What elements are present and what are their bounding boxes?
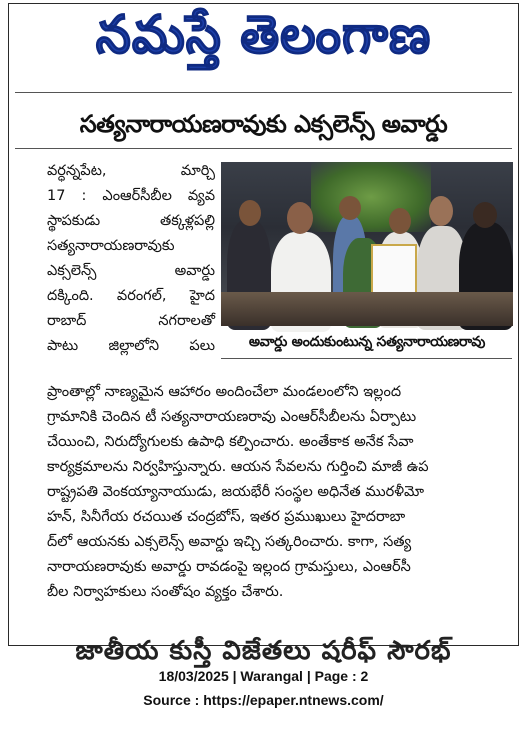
headline-divider	[15, 148, 512, 149]
text-line: రాబాద్ నగరాలతో	[47, 313, 215, 329]
next-article-headline-cut	[9, 630, 518, 666]
text-line: రాష్ట్రపతి వెంకయ్యానాయుడు, జయభేరీ సంస్థల అధినేత మురళీమో	[47, 484, 425, 500]
text-line: నారాయణరావుకు అవార్డు రావడంపై ఇల్లంద గ్రామస్తులు, ఎంఆర్‌సీ	[47, 559, 411, 575]
text-line: పాటు జిల్లాలోని పలు	[47, 338, 215, 354]
article-intro-column	[47, 159, 215, 359]
caption-divider	[221, 358, 512, 359]
person-head	[389, 208, 411, 234]
article-body	[47, 380, 509, 605]
person-head	[473, 202, 497, 228]
next-headline: జాతీయ కుస్తీ విజేతలు షరీఫ్ సౌరభ్	[75, 636, 452, 666]
epaper-clipping	[8, 3, 519, 666]
masthead-divider	[15, 92, 512, 93]
text-line: సత్యనారాయణరావుకు	[47, 238, 175, 254]
text-line: బీల నిర్వాహకులు సంతోషం వ్యక్తం చేశారు.	[47, 584, 284, 600]
text-line: ప్రాంతాల్లో నాణ్యమైన ఆహారం అందించేలా మండలంలోని ఇల్లంద	[47, 384, 402, 400]
photo-backdrop	[311, 162, 431, 232]
person-head	[429, 196, 453, 226]
person-head	[287, 202, 313, 234]
newspaper-logo: నమస్తే తెలంగాణ	[95, 4, 432, 66]
text-line: దక్కింది. వరంగల్, హైద	[47, 288, 215, 304]
person-head	[339, 196, 361, 220]
photo-caption: అవార్డు అందుకుంటున్న సత్యనారాయణరావు	[248, 334, 486, 350]
text-line: 17 : ఎంఆర్‌సీబీల వ్యవ	[47, 188, 215, 204]
text-line: చేయించి, నిరుద్యోగులకు ఉపాధి కల్పించారు. అంతేకాక అనేక సేవా	[47, 434, 414, 450]
masthead	[9, 4, 518, 80]
text-line: గ్రామానికి చెందిన టీ సత్యనారాయణరావు ఎంఆర్‌సీబీలను ఏర్పాటు	[47, 409, 417, 425]
stage-floor	[221, 292, 513, 326]
text-line: వర్ధన్నపేట, మార్చి	[47, 163, 215, 179]
footer-date-edition: 18/03/2025 | Warangal | Page : 2	[158, 668, 369, 684]
text-line: ద్‌లో ఆయనకు ఎక్సలెన్స్ అవార్డు ఇచ్చి సత్కరించారు. కాగా, సత్య	[47, 534, 412, 550]
footer-source: Source : https://epaper.ntnews.com/	[143, 692, 384, 708]
text-line: ఎక్సలెన్స్ అవార్డు	[47, 263, 215, 279]
article-headline: సత్యనారాయణరావుకు ఎక్సలెన్స్ అవార్డు	[79, 110, 448, 138]
award-photo	[221, 162, 513, 326]
text-line: కార్యక్రమాలను నిర్వహిస్తున్నారు. ఆయన సేవలను గుర్తించి మాజీ ఉప	[47, 459, 429, 475]
person-head	[239, 200, 261, 226]
text-line: స్థాపకుడు తక్కళ్లపల్లి	[47, 213, 215, 229]
text-line: హన్, సినీగేయ రచయిత చంద్రబోస్, ఇతర ప్రముఖులు హైదరాబా	[47, 509, 406, 525]
